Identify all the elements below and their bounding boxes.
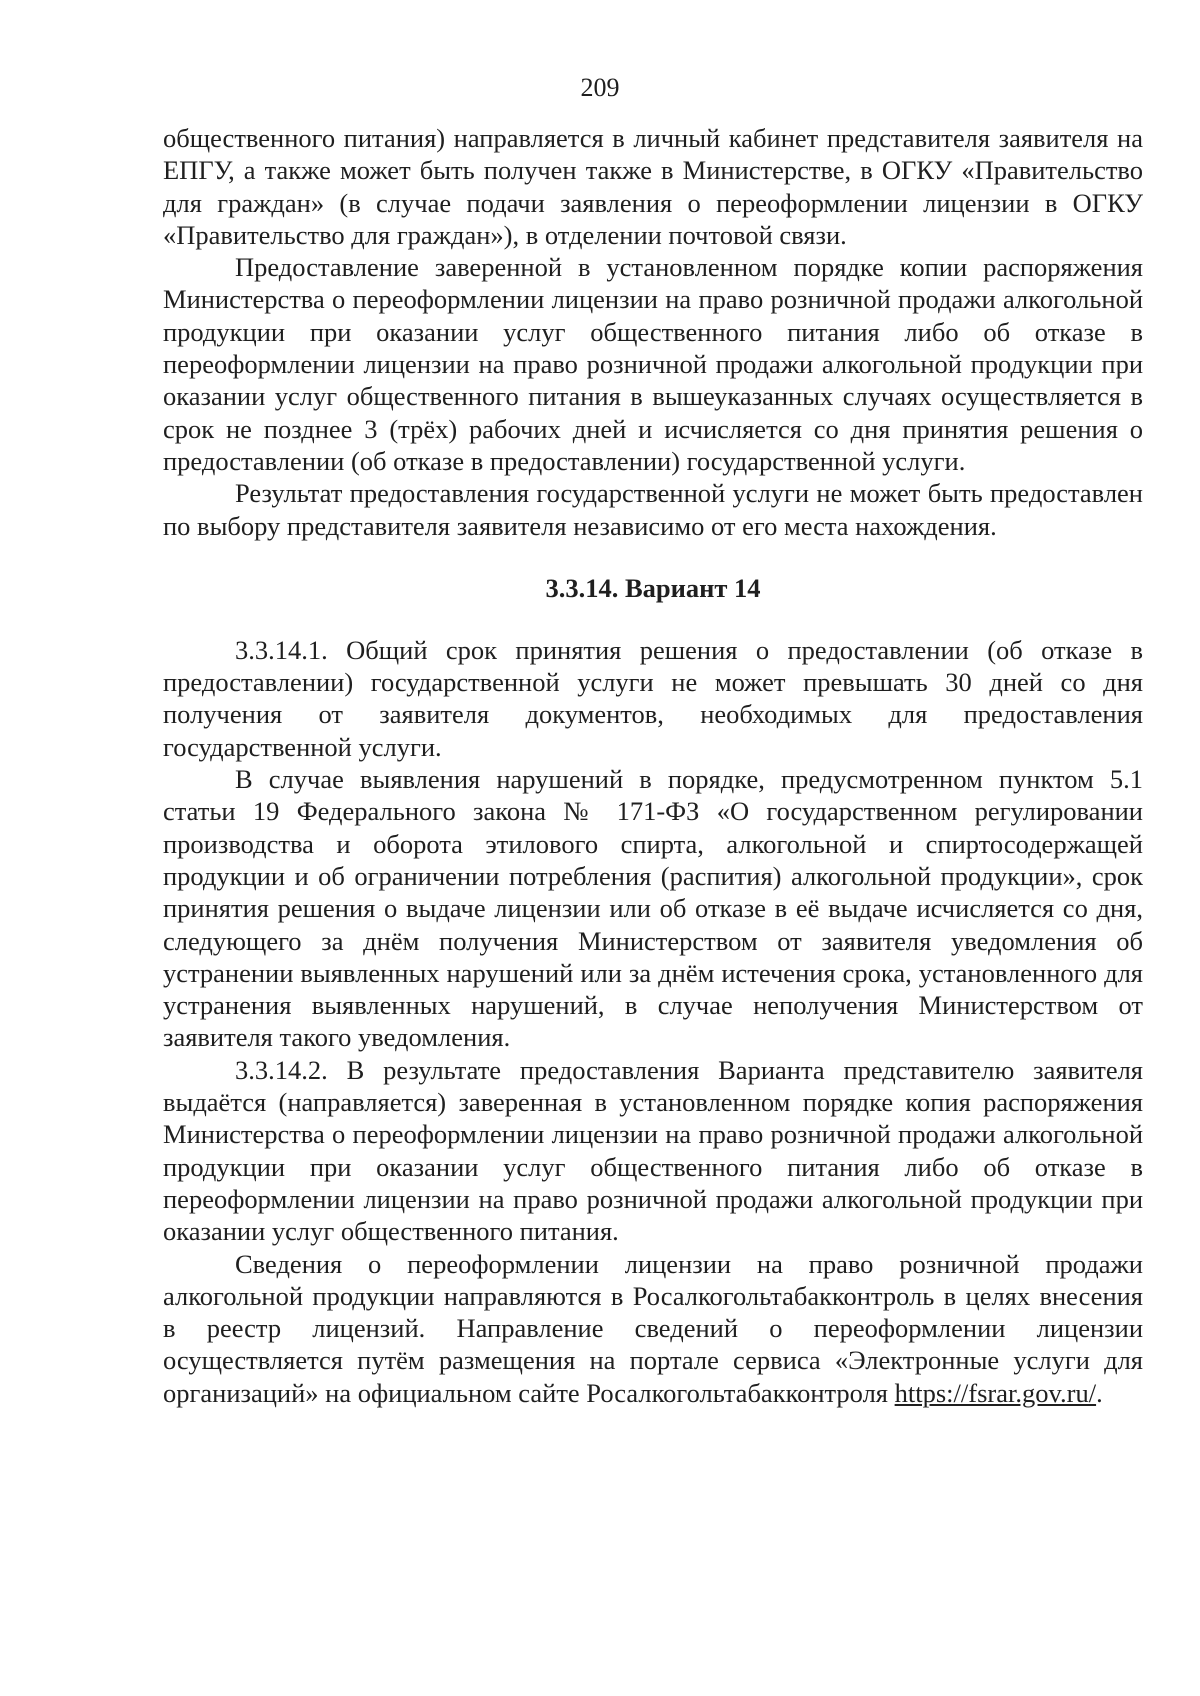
section-heading: 3.3.14. Вариант 14 xyxy=(545,572,761,603)
paragraph-3-3-14-1: 3.3.14.1. Общий срок принятия решения о предоставлении (об отказе в предоставлении) государственной услуги не может превышать 30 дней со дня получения от заявителя документов, необходимых для предоставления государственной услуги. xyxy=(163,634,1143,762)
paragraph-violations: В случае выявления нарушений в порядке, предусмотренном пунктом 5.1 статьи 19 Федерального закона № 171-ФЗ «О государственном регулировании производства и оборота этилового спирта, алкогольной и спиртосодержащей продукции и об ограничении потребления (распития) алкогольной продукции», срок принятия решения о выдаче лицензии или об отказе в её выдаче исчисляется со дня, следующего за днём получения Министерством от заявителя уведомления об устранении выявленных нарушений или за днём истечения срока, установленного для устранения выявленных нарушений, в случае неполучения Министерством от заявителя такого уведомления. xyxy=(163,764,1143,1053)
fsrar-link[interactable]: https://fsrar.gov.ru/ xyxy=(894,1377,1097,1408)
paragraph-registry-info xyxy=(163,1248,1143,1409)
registry-info-text: Сведения о переоформлении лицензии на право розничной продажи алкогольной продукции направляются в Росалкогольтабакконтроль в целях внесения в реестр лицензий. Направление сведений о переоформлении лицензии осуществляется путём размещения на портале сервиса «Электронные услуги для организаций» на официальном сайте Росалкогольтабакконтроля xyxy=(163,1248,1143,1408)
page-number: 209 xyxy=(580,73,620,102)
paragraph-3-3-14-2: 3.3.14.2. В результате предоставления Варианта представителю заявителя выдаётся (направляется) заверенная в установленном порядке копия распоряжения Министерства о переоформлении лицензии на право розничной продажи алкогольной продукции при оказании услуг общественного питания либо об отказе в переоформлении лицензии на право розничной продажи алкогольной продукции при оказании услуг общественного питания. xyxy=(163,1054,1143,1247)
paragraph-result-location: Результат предоставления государственной услуги не может быть предоставлен по выбору представителя заявителя независимо от его места нахождения. xyxy=(163,478,1143,541)
paragraph-continuation: общественного питания) направляется в личный кабинет представителя заявителя на ЕПГУ, а также может быть получен также в Министерстве, в ОГКУ «Правительство для граждан» (в случае подачи заявления о переоформлении лицензии в ОГКУ «Правительство для граждан»), в отделении почтовой связи. xyxy=(163,123,1143,250)
registry-info-end: . xyxy=(1096,1377,1103,1408)
document-body xyxy=(163,122,1143,1409)
paragraph-copy-delivery: Предоставление заверенной в установленном порядке копии распоряжения Министерства о переоформлении лицензии на право розничной продажи алкогольной продукции при оказании услуг общественного питания либо об отказе в переоформлении лицензии на право розничной продажи алкогольной продукции при оказании услуг общественного питания в вышеуказанных случаях осуществляется в срок не позднее 3 (трёх) рабочих дней и исчисляется со дня принятия решения о предоставлении (об отказе в предоставлении) государственной услуги. xyxy=(163,252,1143,476)
